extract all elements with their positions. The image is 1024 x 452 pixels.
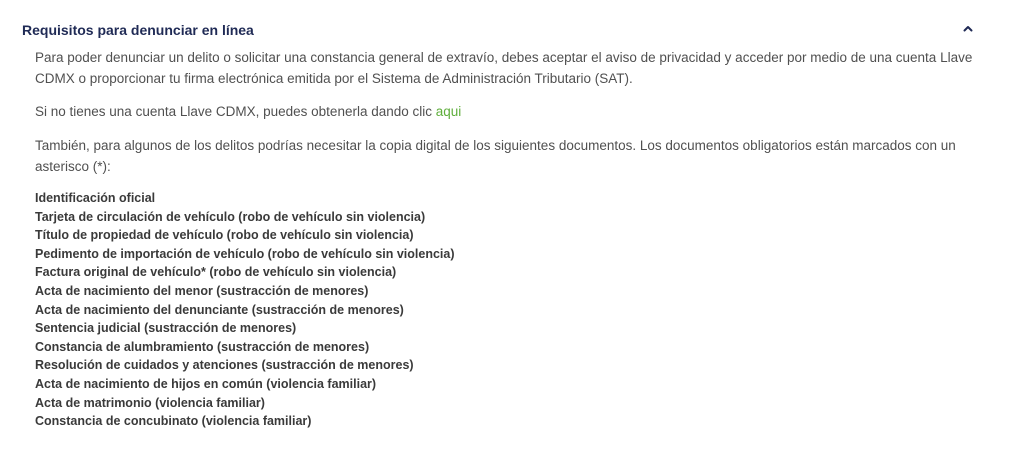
document-list-item: Pedimento de importación de vehículo (robo de vehículo sin violencia) bbox=[35, 246, 455, 261]
llave-cdmx-label: Si no tienes una cuenta Llave CDMX, puedes obtenerla dando clic bbox=[35, 104, 436, 119]
document-list-item: Identificación oficial bbox=[35, 191, 156, 205]
llave-cdmx-link[interactable]: aqui bbox=[435, 104, 462, 119]
documents-list bbox=[35, 189, 455, 431]
document-list-item: Resolución de cuidados y atenciones (sustracción de menores) bbox=[35, 358, 414, 373]
document-list-item: Acta de nacimiento del menor (sustracción de menores) bbox=[35, 283, 369, 298]
document-list-item: Constancia de concubinato (violencia familiar) bbox=[35, 414, 312, 429]
document-list-item: Tarjeta de circulación de vehículo (robo de vehículo sin violencia) bbox=[35, 209, 426, 224]
document-list-item: Factura original de vehículo* (robo de vehículo sin violencia) bbox=[35, 265, 397, 280]
documents-intro-text: También, para algunos de los delitos podrías necesitar la copia digital de los siguientes documentos. Los documentos obligatorios están marcados con un asterisco (*): bbox=[35, 138, 956, 174]
chevron-up-icon[interactable] bbox=[958, 19, 978, 39]
document-list-item: Acta de nacimiento del denunciante (sustracción de menores) bbox=[35, 302, 404, 317]
accordion-header[interactable] bbox=[22, 18, 982, 44]
document-list-item: Acta de nacimiento de hijos en común (violencia familiar) bbox=[35, 376, 377, 391]
document-list-item: Sentencia judicial (sustracción de menores) bbox=[35, 321, 297, 336]
document-list-item: Constancia de alumbramiento (sustracción de menores) bbox=[35, 339, 370, 354]
llave-cdmx-text bbox=[35, 101, 980, 122]
accordion-title: Requisitos para denunciar en línea bbox=[22, 22, 254, 38]
privacy-requirement-text: Para poder denunciar un delito o solicitar una constancia general de extravío, debes aceptar el aviso de privacidad y acceder por medio de una cuenta Llave CDMX o proporcionar tu firma electrónica emitida por el Sistema de Administración Tributario (SAT). bbox=[35, 50, 973, 86]
document-list-item: Título de propiedad de vehículo (robo de vehículo sin violencia) bbox=[35, 228, 414, 243]
document-list-item: Acta de matrimonio (violencia familiar) bbox=[35, 395, 265, 410]
